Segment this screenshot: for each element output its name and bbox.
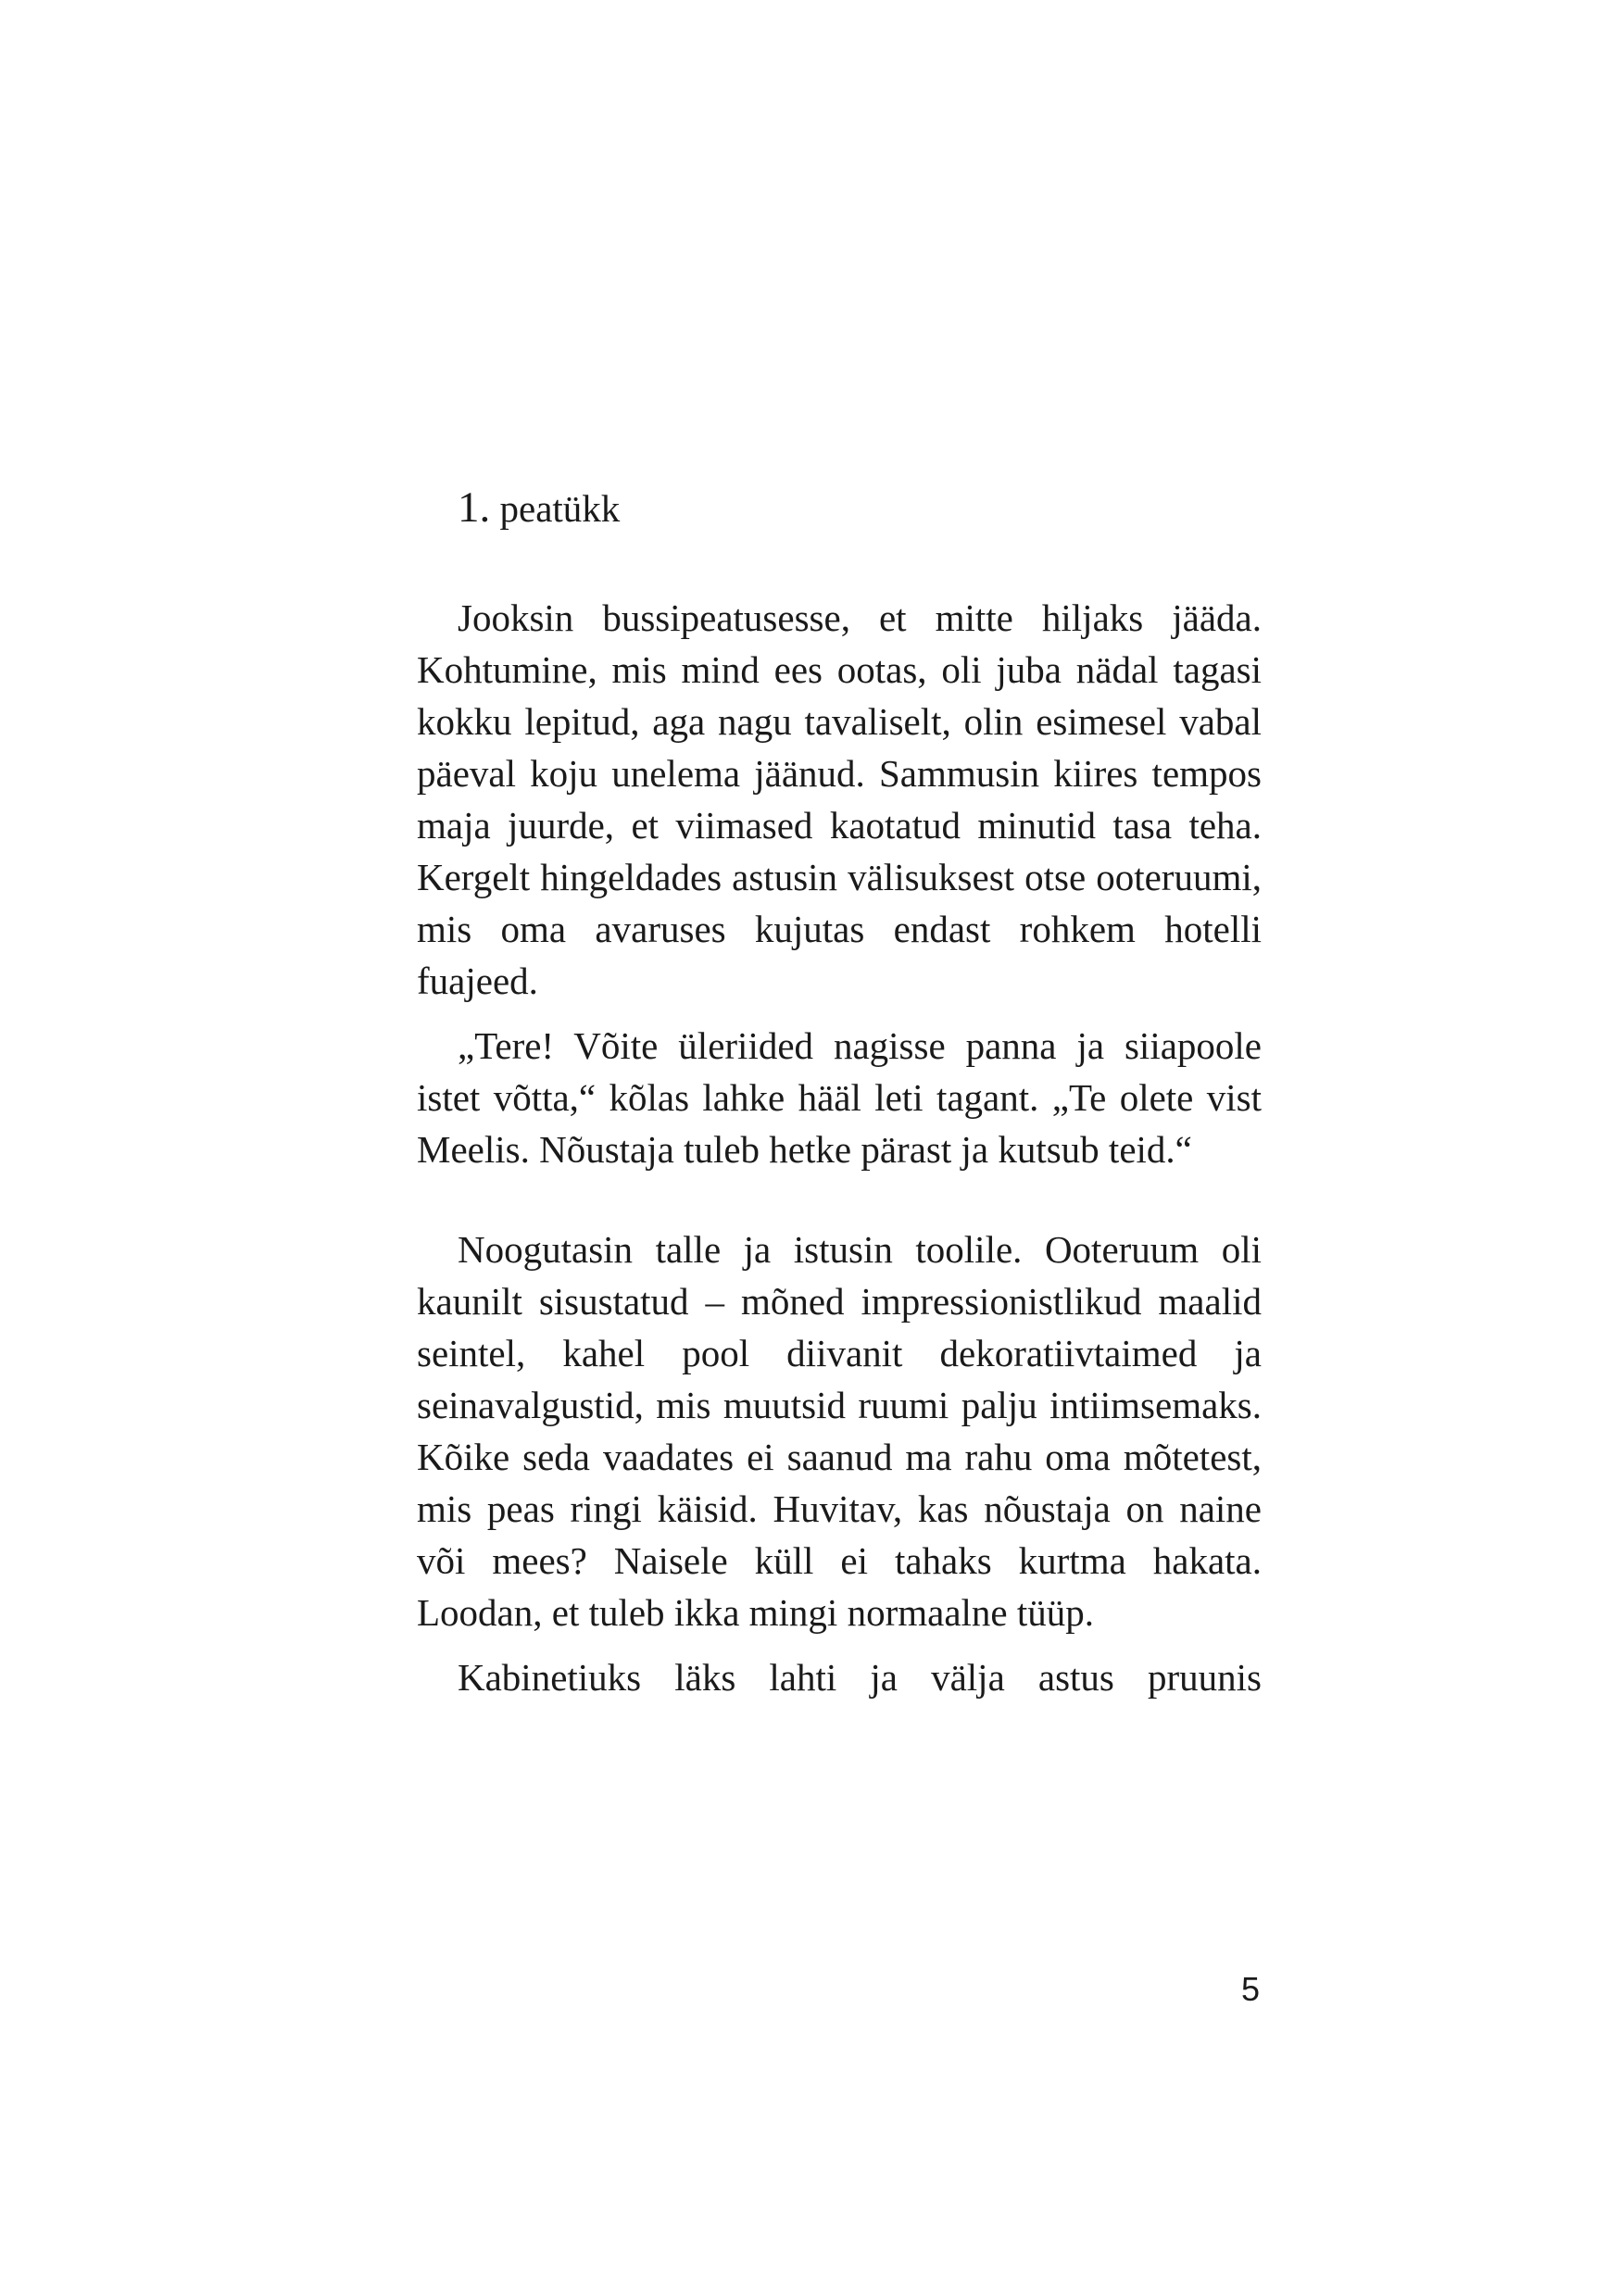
paragraph-1: Jooksin bussipeatusesse, et mitte hiljaks jääda. Kohtumine, mis mind ees ootas, oli juba nädal tagasi kokku lepitud, aga nagu tavaliselt, olin esimesel vabal päeval koju unelema jäänud. Sammusin kiires tempos maja juurde, et viimased kaotatud minutid tasa teha. Kergelt hingeldades astusin välisuksest otse ooteruumi, mis oma avaruses kujutas endast rohkem hotelli fuajeed.	[417, 596, 1262, 1002]
paragraph-4: Kabinetiuks läks lahti ja välja astus pruunis	[458, 1656, 1262, 1699]
chapter-number: 1.	[458, 483, 491, 532]
paragraph-2: „Tere! Võite üleriided nagisse panna ja siiapoole istet võtta,“ kõlas lahke hääl leti tagant. „Te olete vist Meelis. Nõustaja tuleb hetke pärast ja kutsub teid.“	[417, 1024, 1262, 1171]
page-number: 5	[1240, 1970, 1260, 2008]
paragraph-3: Noogutasin talle ja istusin toolile. Ooteruum oli kaunilt sisustatud – mõned impressionistlikud maalid seintel, kahel pool diivanit dekoratiivtaimed ja seinavalgustid, mis muutsid ruumi palju intiimsemaks. Kõike seda vaadates ei saanud ma rahu oma mõtetest, mis peas ringi käisid. Huvitav, kas nõustaja on naine või mees? Naisele küll ei tahaks kurtma hakata. Loodan, et tuleb ikka mingi normaalne tüüp.	[417, 1228, 1262, 1634]
chapter-heading	[458, 482, 1262, 534]
page-text	[417, 482, 1262, 1703]
chapter-title: peatükk	[499, 487, 621, 530]
